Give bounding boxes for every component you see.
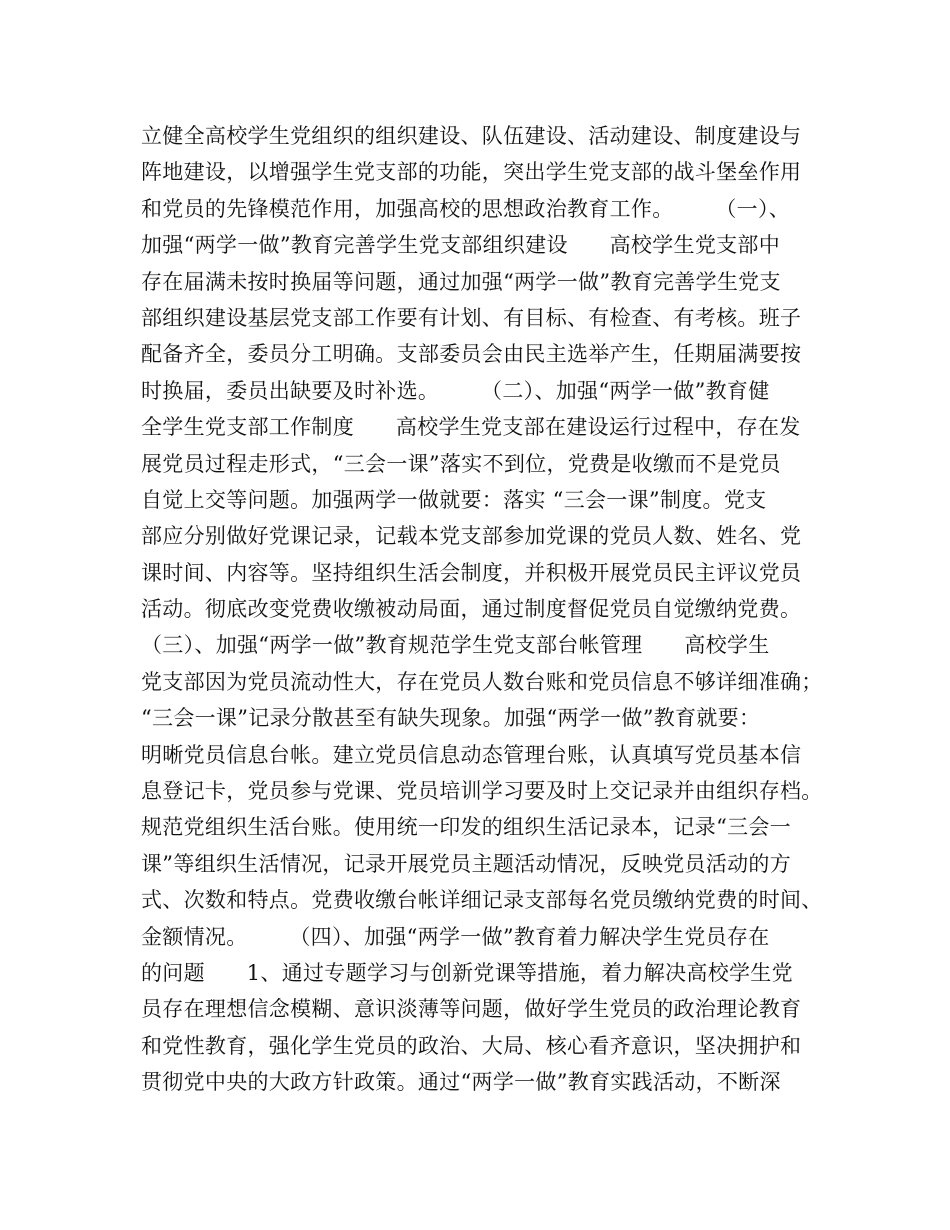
text-line: 明晰党员信息台帐。建立党员信息动态管理台账，认真填写党员基本信 (141, 742, 802, 767)
text-line: 全学生党支部工作制度 高校学生党支部在建设运行过程中，存在发 (141, 415, 801, 440)
text-line: （三）、加强“两学一做”教育规范学生党支部台帐管理 高校学生 (141, 633, 770, 658)
text-line: 和党员的先锋模范作用，加强高校的思想政治教育工作。 （一）、 (141, 196, 791, 221)
text-line: 部组织建设基层党支部工作要有计划、有目标、有检查、有考核。班子 (141, 305, 802, 330)
text-line: 配备齐全，委员分工明确。支部委员会由民主选举产生，任期届满要按 (141, 342, 802, 367)
text-line: 员存在理想信念模糊、意识淡薄等问题，做好学生党员的政治理论教育 (141, 997, 802, 1022)
text-line: 存在届满未按时换届等问题，通过加强“两学一做”教育完善学生党支 (141, 269, 781, 294)
text-line: 展党员过程走形式，“三会一课”落实不到位，党费是收缴而不是党员 (141, 451, 781, 476)
text-line: 党支部因为党员流动性大，存在党员人数台账和党员信息不够详细准确； (141, 669, 823, 694)
text-line: 活动。彻底改变党费收缴被动局面，通过制度督促党员自觉缴纳党费。 (141, 597, 802, 622)
body-text (141, 118, 821, 1101)
text-line: 贯彻党中央的大政方针政策。通过“两学一做”教育实践活动，不断深 (141, 1070, 781, 1095)
text-line: 规范党组织生活台账。使用统一印发的组织生活记录本，记录“三会一 (141, 815, 792, 840)
text-line: “三会一课”记录分散甚至有缺失现象。加强“两学一做”教育就要： (141, 706, 761, 731)
text-line: 息登记卡，党员参与党课、党员培训学习要及时上交记录并由组织存档。 (141, 779, 823, 804)
text-line: 阵地建设，以增强学生党支部的功能，突出学生党支部的战斗堡垒作用 (141, 160, 802, 185)
text-line: 课”等组织生活情况，记录开展党员主题活动情况，反映党员活动的方 (141, 851, 792, 876)
text-line: 加强“两学一做”教育完善学生党支部组织建设 高校学生党支部中 (141, 233, 781, 258)
text-line: 金额情况。 （四）、加强“两学一做”教育着力解决学生党员存在 (141, 924, 770, 949)
text-line: 自觉上交等问题。加强两学一做就要：落实 “三会一课”制度。党支 (141, 487, 767, 512)
text-line: 时换届，委员出缺要及时补选。 （二）、加强“两学一做”教育健 (141, 378, 770, 403)
text-line: 式、次数和特点。党费收缴台帐详细记录支部每名党员缴纳党费的时间、 (141, 888, 823, 913)
text-line: 和党性教育，强化学生党员的政治、大局、核心看齐意识，坚决拥护和 (141, 1033, 802, 1058)
text-line: 部应分别做好党课记录，记载本党支部参加党课的党员人数、姓名、党 (141, 524, 802, 549)
text-line: 课时间、内容等。坚持组织生活会制度，并积极开展党员民主评议党员 (141, 560, 802, 585)
text-line: 立健全高校学生党组织的组织建设、队伍建设、活动建设、制度建设与 (141, 124, 802, 148)
text-line: 的问题 1、通过专题学习与创新党课等措施，着力解决高校学生党 (141, 960, 793, 985)
